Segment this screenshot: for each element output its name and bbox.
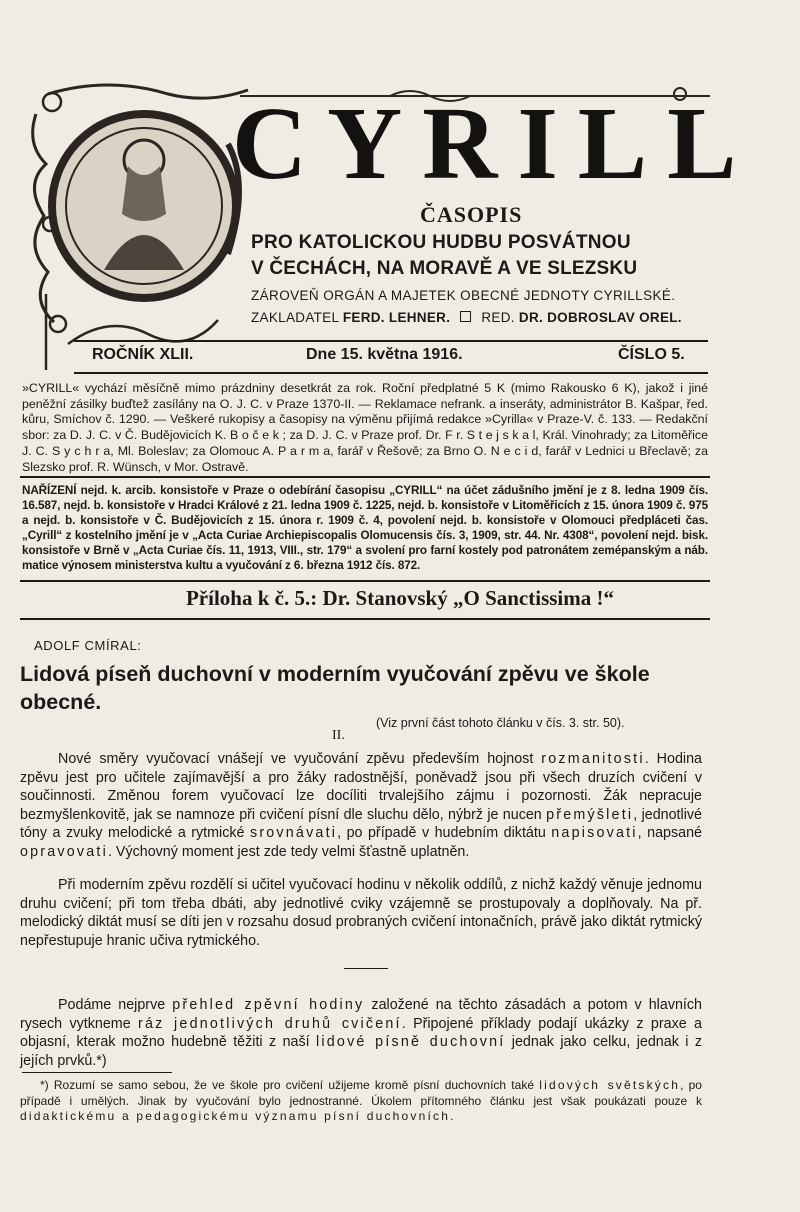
square-separator-icon	[460, 311, 471, 322]
article-author: ADOLF CMÍRAL:	[34, 638, 142, 653]
footnote-rule	[22, 1072, 172, 1073]
journal-subtitle-2: V ČECHÁCH, NA MORAVĚ A VE SLEZSKU	[251, 258, 638, 279]
issue-rule	[74, 372, 708, 374]
issue-volume: ROČNÍK XLII.	[92, 346, 194, 363]
masthead-rule	[74, 340, 708, 342]
journal-subtitle-3: ZÁROVEŇ ORGÁN A MAJETEK OBECNÉ JEDNOTY CYRILLSKÉ.	[251, 288, 676, 303]
supplement-note: Příloha k č. 5.: Dr. Stanovský „O Sanctissima !“	[185, 586, 614, 610]
subscription-info: »CYRILL« vychází měsíčně mimo prázdniny desetkrát za rok. Roční předplatné 5 K (mimo Rakousko 6 K), jakož i jiné peněžní zásilky buďtež zasílány na O. J. C. v Praze 1370-II. — Reklamace nefrank. a inseráty, administrátor B. Kašpar, řed. kůru, Smíchov č. 1290. — Veškeré rukopisy a časopisy na výměnu přijímá redakce »Cyrilla« v Praze-V. č. 133. — Redakční sbor: za D. J. C. v Č. Budějovicích K. B o č e k ; za D. J. C. v Praze prof. Dr. F r. S t e j s k a l, Král. Vinohrady; za Litoměřice J. C. S y c h r a, Ml. Boleslav; za Olomouc A. P a r m a, farář v Řešově; za Brno O. N e c i d, farář v Lednici u Břeclavě; za Slezsko prof. R. Wünsch, v Mor. Ostravě.	[22, 381, 708, 474]
article-section: II.	[332, 728, 345, 743]
paragraph-3: Podáme nejprve přehled zpěvní hodiny založené na těchto zásadách a potom v hlavních rysech vytkneme ráz jednotlivých druhů cvičení. Připojené příklady podají ukázky z praxe a objasní, kterak možno hudebně těžiti z naší lidové písně duchovní jednak jako celku, jednak i z jejích prvků.*)	[20, 997, 703, 1069]
supplement-rule	[20, 618, 710, 620]
consistory-decree: NAŘÍZENÍ nejd. k. arcib. konsistoře v Praze o odebírání časopisu „CYRILL“ na účet zádušního jmění je z 8. ledna 1909 čís. 16.587, nejd. b. konsistoře v Hradci Králové z 21. ledna 1909 č. 1225, nejd. b. konsistoře v Litoměřicích z 15. února 1909 č. 975 a nejd. b. konsistoře v Č. Budějovicích z 15. února r. 1909 č. 4, povolení nejd. b. konsistoře v Olomouci předpláceti čas. „Cyrill“ z kostelního jmění je v „Acta Curiae Archiepiscopalis Olomucensis čís. 3, 1909, str. 44. Nr. 4308“, povolení nejd. bisk. konsistoře v Brně v „Acta Curiae čís. 11, 1913, VIII., str. 179“ a svolení pro farní kostely pod patronátem zemépanským a náb. matice výnosem ministerstva kultu a vyučování z 6. března 1912 čís. 872.	[22, 484, 708, 572]
journal-kind: ČASOPIS	[420, 202, 523, 227]
section-separator	[344, 968, 388, 969]
article-reference: (Viz první část tohoto článku v čís. 3. str. 50).	[376, 716, 625, 730]
editor-label: RED.	[481, 310, 515, 325]
issue-number: ČÍSLO 5.	[618, 346, 685, 363]
info-rule	[20, 476, 710, 478]
founder-label: ZAKLADATEL	[251, 310, 339, 325]
issue-date: Dne 15. května 1916.	[306, 346, 463, 363]
paragraph-1: Nové směry vyučovací vnášejí ve vyučování zpěvu především hojnost rozmanitosti. Hodina zpěvu jest pro učitele zajímavější a pro žáky radostnější, poněvadž jsou při všech druzích cvičení v součinnosti. Změnou forem vyučovací lze docíliti trvalejšího zájmu i pozornosti. Žák nepracuje bezmyšlenkovitě, jak se namnoze při cvičení písní dle sluchu dělo, nýbrž je nucen přemýšleti, jednotlivé tóny a zvuky melodické a rytmické srovnávati, po případě v hudebním diktátu napisovati, napsané opravovati. Výchovný moment jest zde tedy velmi šťastně uplatněn.	[20, 751, 702, 860]
paragraph-2: Při moderním zpěvu rozdělí si učitel vyučovací hodinu v několik oddílů, z nichž každý věnuje jednomu druhu cvičení; při tom třeba dbáti, aby jednotlivé cviky vzájemně se prostupovaly a doplňovaly. Na př. melodický diktát musí se díti jen v rozsahu dosud probraných cvičení intonačních, právě jako diktát rytmický nepřestupuje hranic učiva rytmického.	[20, 877, 702, 949]
journal-subtitle-1: PRO KATOLICKOU HUDBU POSVÁTNOU	[251, 232, 631, 253]
footnote: *) Rozumí se samo sebou, že ve škole pro cvičení užijeme kromě písní duchovních také lidových světských, po případě i umělých. Jinak by vyučování bylo jednostranné. Úkolem přítomného článku jest však poukázati pouze k didaktickému a pedagogickému významu písní duchovních.	[20, 1078, 702, 1123]
article-title: Lidová píseň duchovní v moderním vyučování zpěvu ve škole obecné.	[20, 662, 650, 714]
founder-name: FERD. LEHNER.	[342, 310, 451, 325]
journal-title: CYRILL	[232, 86, 757, 201]
editor-name: DR. DOBROSLAV OREL.	[518, 310, 682, 325]
decree-rule	[20, 580, 710, 582]
journal-credits	[251, 310, 682, 325]
